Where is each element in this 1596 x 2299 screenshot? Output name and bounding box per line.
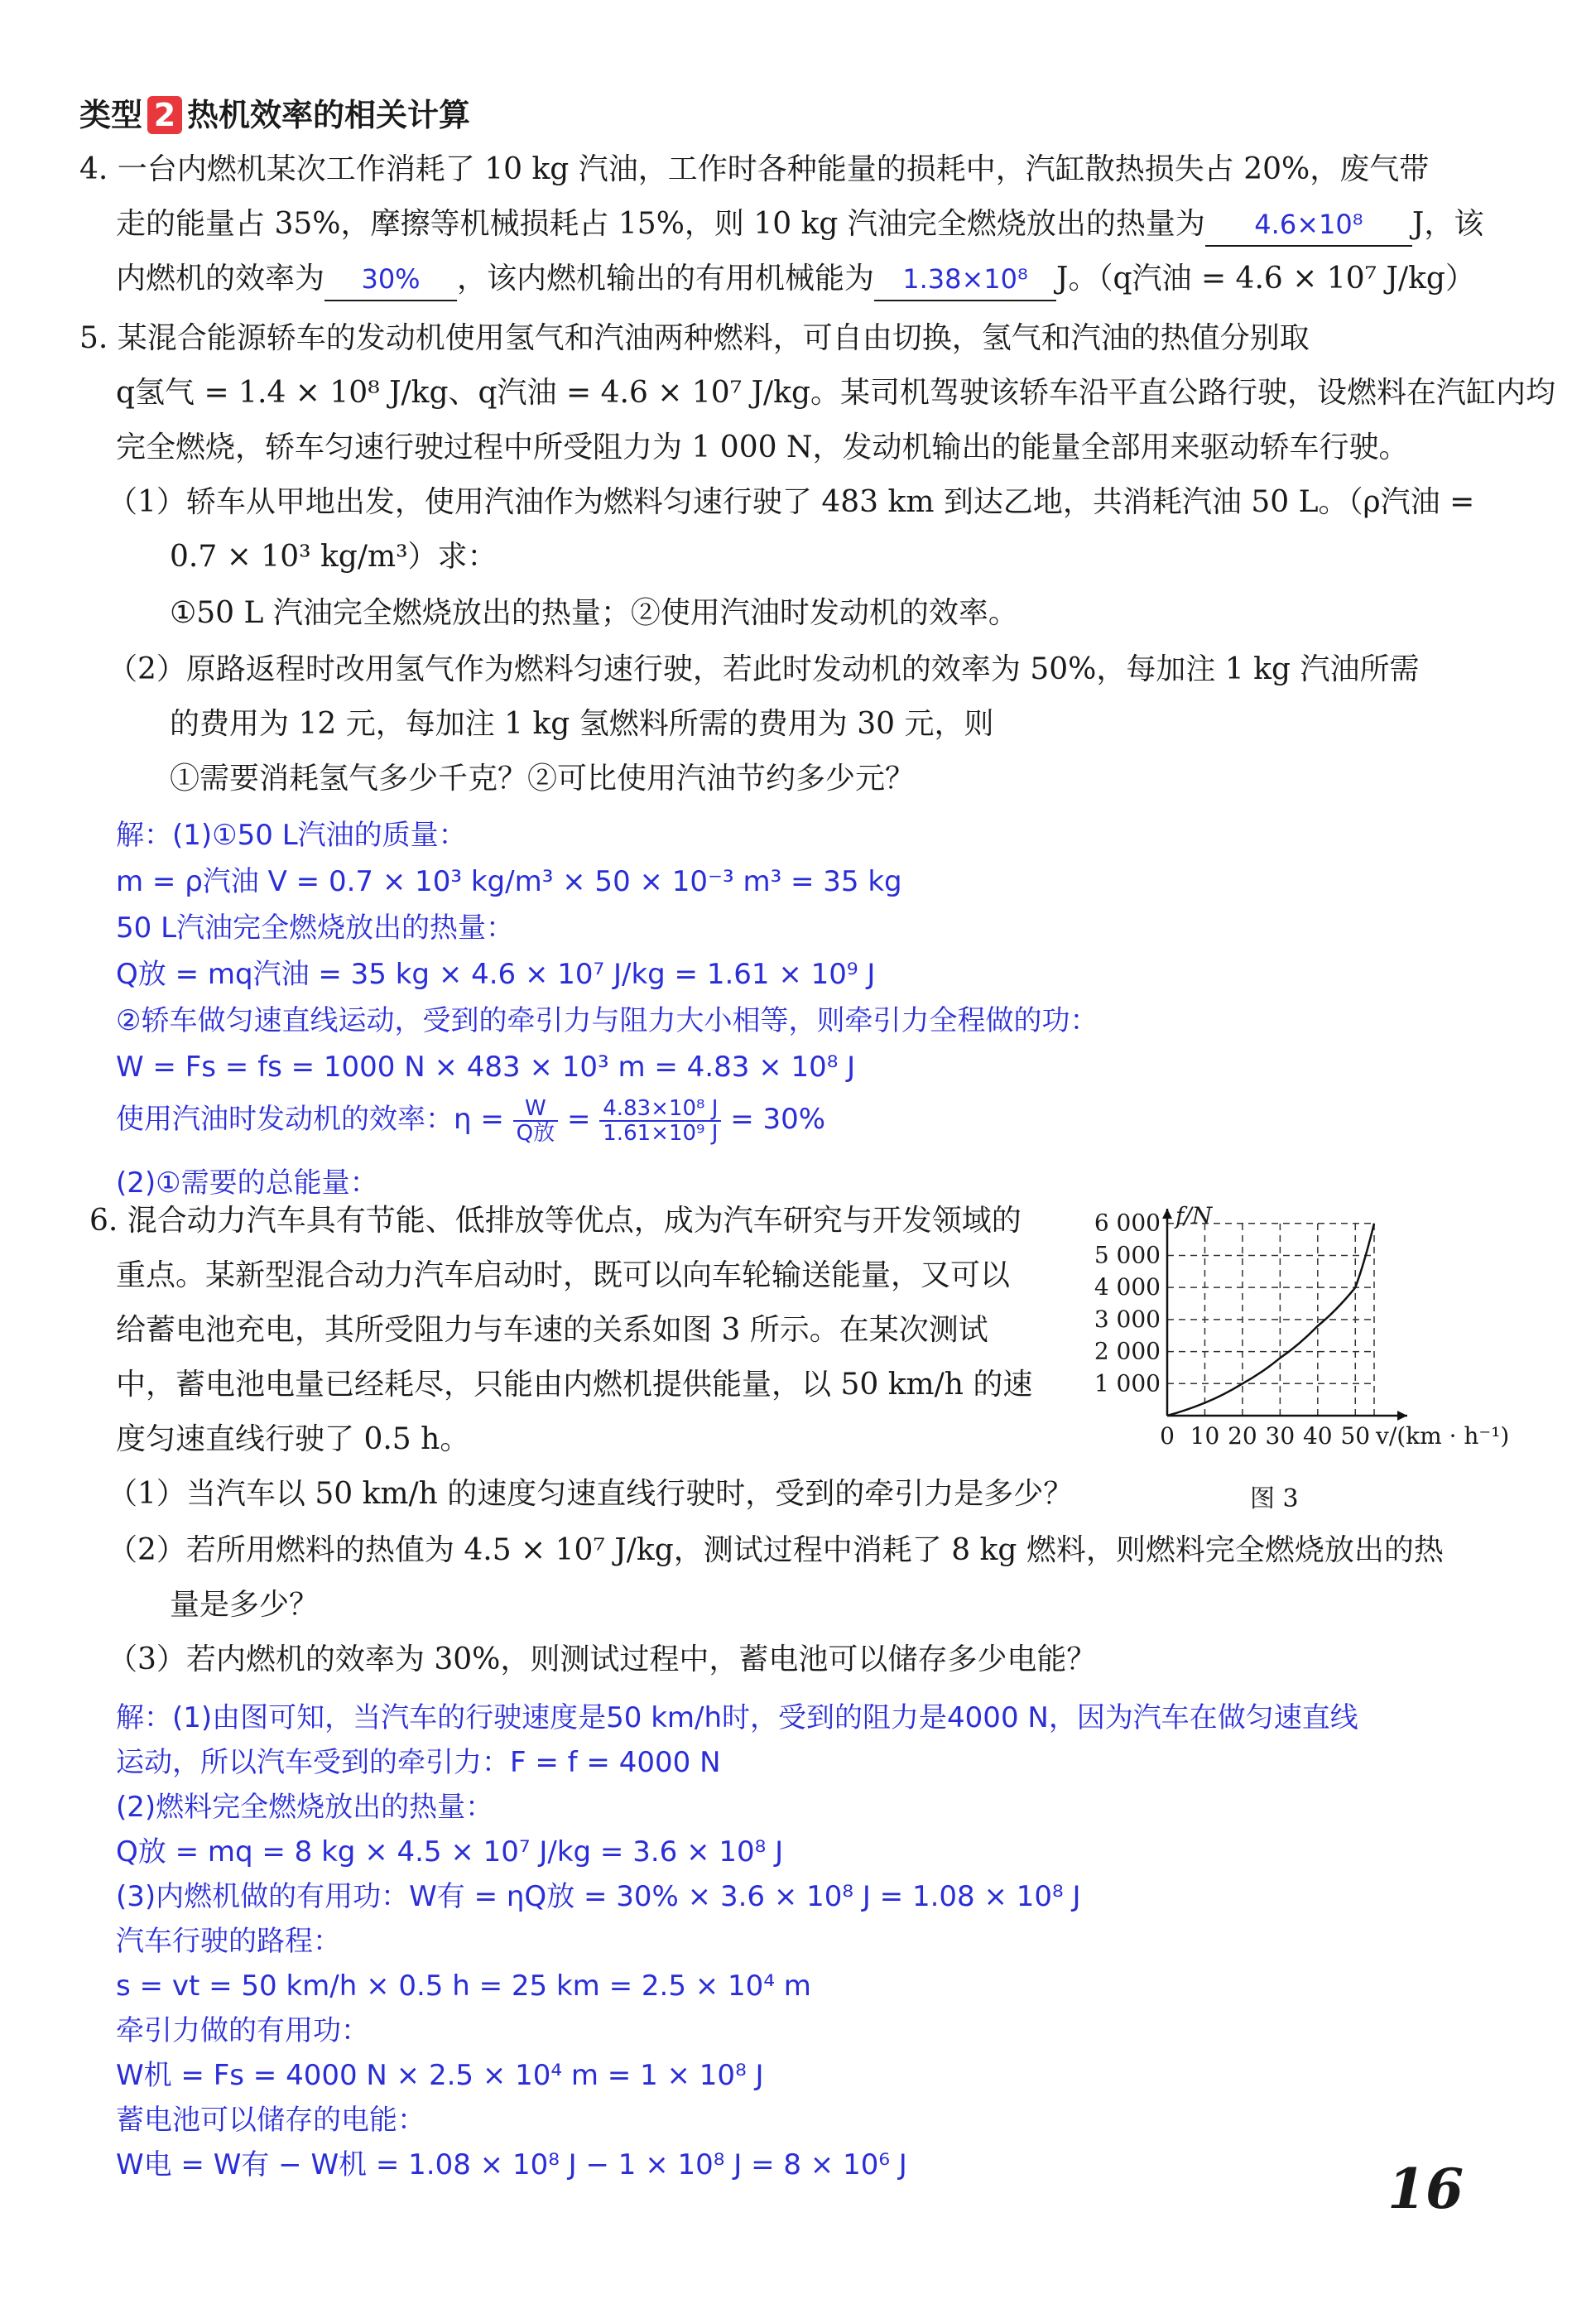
sol5-line-7 — [116, 1091, 825, 1147]
section-prefix: 类型 — [79, 97, 143, 133]
sol5-line-4: Q放 = mq汽油 = 35 kg × 4.6 × 10⁷ J/kg = 1.61 × 10⁹ J — [116, 958, 876, 991]
sol5-line-8: (2)①需要的总能量： — [116, 1166, 378, 1200]
q4-answer-work: 1.38×10⁸ — [874, 258, 1056, 301]
q5-line-3: 完全燃烧，轿车匀速行驶过程中所受阻力为 1 000 N，发动机输出的能量全部用来驱动轿车行驶。 — [116, 430, 1409, 464]
y-axis-label: f/N — [1175, 1202, 1213, 1229]
q4-line-2a: 走的能量占 35%，摩擦等机械损耗占 15%，则 10 kg 汽油完全燃烧放出的热量为 — [116, 207, 1205, 241]
x-tick-label: 40 — [1302, 1422, 1333, 1450]
x-axis-arrow — [1397, 1411, 1407, 1421]
q4-line-3 — [116, 258, 1475, 301]
x-tick-label: 30 — [1265, 1422, 1296, 1450]
fraction-denominator: Q放 — [516, 1120, 555, 1146]
q5-line-4: （1）轿车从甲地出发，使用汽油作为燃料匀速行驶了 483 km 到达乙地，共消耗汽油 50 L。（ρ汽油 = — [108, 485, 1475, 519]
section-title: 热机效率的相关计算 — [187, 97, 471, 133]
q5-line-9: ①需要消耗氢气多少千克？②可比使用汽油节约多少元？ — [170, 762, 916, 796]
resistance-speed-chart — [1068, 1200, 1515, 1465]
page-number: 16 — [1387, 2157, 1464, 2221]
q4-answer-efficiency: 30% — [324, 258, 457, 301]
q6-line-4: 中，蓄电池电量已经耗尽，只能由内燃机提供能量，以 50 km/h 的速 — [116, 1368, 1033, 1402]
q5-line-2: q氢气 = 1.4 × 10⁸ J/kg、q汽油 = 4.6 × 10⁷ J/kg。某司机驾驶该轿车沿平直公路行驶，设燃料在汽缸内均 — [116, 376, 1556, 410]
q5-line-7: （2）原路返程时改用氢气作为燃料匀速行驶，若此时发动机的效率为 50%，每加注 1 kg 汽油所需 — [108, 652, 1420, 686]
fraction-w-over-q — [513, 1097, 558, 1145]
q4-line-2b: J，该 — [1411, 207, 1484, 241]
sol5-line-6: W = Fs = fs = 1000 N × 483 × 10³ m = 4.83 × 10⁸ J — [116, 1051, 856, 1084]
fraction-numerator: 4.83×10⁸ J — [599, 1097, 721, 1122]
q4-line-2 — [116, 204, 1483, 247]
q6-line-9: （3）若内燃机的效率为 30%，则测试过程中，蓄电池可以储存多少电能？ — [108, 1642, 1097, 1676]
y-tick-label: 4 000 — [1094, 1273, 1161, 1301]
sol5-efficiency-result: = 30% — [730, 1103, 826, 1136]
q5-line-8: 的费用为 12 元，每加注 1 kg 氢燃料所需的费用为 30 元，则 — [170, 707, 994, 741]
sol6-line-8: 牵引力做的有用功： — [116, 2014, 369, 2047]
q4-line-1: 4. 一台内燃机某次工作消耗了 10 kg 汽油，工作时各种能量的损耗中，汽缸散热损失占 20%，废气带 — [79, 152, 1430, 186]
q4-answer-heat: 4.6×10⁸ — [1205, 204, 1412, 247]
sol6-line-6: 汽车行驶的路程： — [116, 1925, 341, 1958]
q4-line-3c: J。（q汽油 = 4.6 × 10⁷ J/kg） — [1056, 262, 1475, 296]
y-tick-label: 2 000 — [1094, 1337, 1161, 1365]
sol6-line-3: (2)燃料完全燃烧放出的热量： — [116, 1791, 494, 1824]
q5-line-6: ①50 L 汽油完全燃烧放出的热量；②使用汽油时发动机的效率。 — [170, 596, 1018, 630]
sol6-line-2: 运动，所以汽车受到的牵引力：F = f = 4000 N — [116, 1746, 721, 1779]
x-tick-label: 50 — [1340, 1422, 1371, 1450]
section-number-badge: 2 — [147, 96, 182, 134]
section-heading — [79, 89, 470, 135]
sol6-line-4: Q放 = mq = 8 kg × 4.5 × 10⁷ J/kg = 3.6 × 10⁸ J — [116, 1835, 784, 1869]
y-axis-arrow — [1162, 1209, 1172, 1219]
y-tick-label: 6 000 — [1094, 1209, 1161, 1237]
sol5-line-1: 解：(1)①50 L汽油的质量： — [116, 819, 467, 852]
sol6-line-1: 解：(1)由图可知，当汽车的行驶速度是50 km/h时，受到的阻力是4000 N，因为汽车在做匀速直线 — [116, 1701, 1358, 1734]
sol6-line-5: (3)内燃机做的有用功：W有 = ηQ放 = 30% × 3.6 × 10⁸ J = 1.08 × 10⁸ J — [116, 1880, 1081, 1913]
y-tick-label: 5 000 — [1094, 1241, 1161, 1269]
sol5-line-5: ②轿车做匀速直线运动，受到的牵引力与阻力大小相等，则牵引力全程做的功： — [116, 1004, 1098, 1037]
q6-line-3: 给蓄电池充电，其所受阻力与车速的关系如图 3 所示。在某次测试 — [116, 1313, 988, 1347]
q6-line-7: （2）若所用燃料的热值为 4.5 × 10⁷ J/kg，测试过程中消耗了 8 kg 燃料，则燃料完全燃烧放出的热 — [108, 1533, 1444, 1567]
q4-line-3b: ，该内燃机输出的有用机械能为 — [457, 262, 875, 296]
sol5-line-2: m = ρ汽油 V = 0.7 × 10³ kg/m³ × 50 × 10⁻³ m³ = 35 kg — [116, 865, 902, 898]
q6-line-5: 度匀速直线行驶了 0.5 h。 — [116, 1422, 470, 1456]
sol6-line-11: W电 = W有 − W机 = 1.08 × 10⁸ J − 1 × 10⁸ J = 8 × 10⁶ J — [116, 2148, 907, 2181]
x-tick-label: 10 — [1190, 1422, 1220, 1450]
q5-line-1: 5. 某混合能源轿车的发动机使用氢气和汽油两种燃料，可自由切换，氢气和汽油的热值分别取 — [79, 321, 1310, 355]
x-tick-label: 20 — [1228, 1422, 1257, 1450]
x-tick-label: 0 — [1160, 1422, 1175, 1450]
fraction-denominator: 1.61×10⁹ J — [603, 1120, 719, 1146]
sol6-line-7: s = vt = 50 km/h × 0.5 h = 25 km = 2.5 × 10⁴ m — [116, 1970, 811, 2003]
figure-caption: 图 3 — [1250, 1484, 1299, 1513]
sol5-line-3: 50 L汽油完全燃烧放出的热量： — [116, 911, 515, 945]
q4-line-3a: 内燃机的效率为 — [116, 262, 325, 296]
fraction-values — [599, 1097, 721, 1145]
y-tick-label: 1 000 — [1094, 1369, 1161, 1397]
q6-line-6: （1）当汽车以 50 km/h 的速度匀速直线行驶时，受到的牵引力是多少？ — [108, 1477, 1074, 1511]
equals-sign: = — [566, 1103, 591, 1136]
q6-line-2: 重点。某新型混合动力汽车启动时，既可以向车轮输送能量，又可以 — [116, 1258, 1011, 1292]
x-axis-label: v/(km · h⁻¹) — [1376, 1422, 1510, 1450]
sol5-efficiency-label: 使用汽油时发动机的效率：η = — [116, 1103, 504, 1136]
q6-line-1: 6. 混合动力汽车具有节能、低排放等优点，成为汽车研究与开发领域的 — [89, 1204, 1022, 1238]
y-tick-label: 3 000 — [1094, 1305, 1161, 1333]
q5-line-5: 0.7 × 10³ kg/m³）求： — [170, 540, 498, 574]
sol6-line-9: W机 = Fs = 4000 N × 2.5 × 10⁴ m = 1 × 10⁸ J — [116, 2059, 764, 2092]
fraction-numerator: W — [513, 1097, 558, 1122]
q6-line-8: 量是多少？ — [170, 1588, 320, 1622]
sol6-line-10: 蓄电池可以储存的电能： — [116, 2104, 425, 2137]
